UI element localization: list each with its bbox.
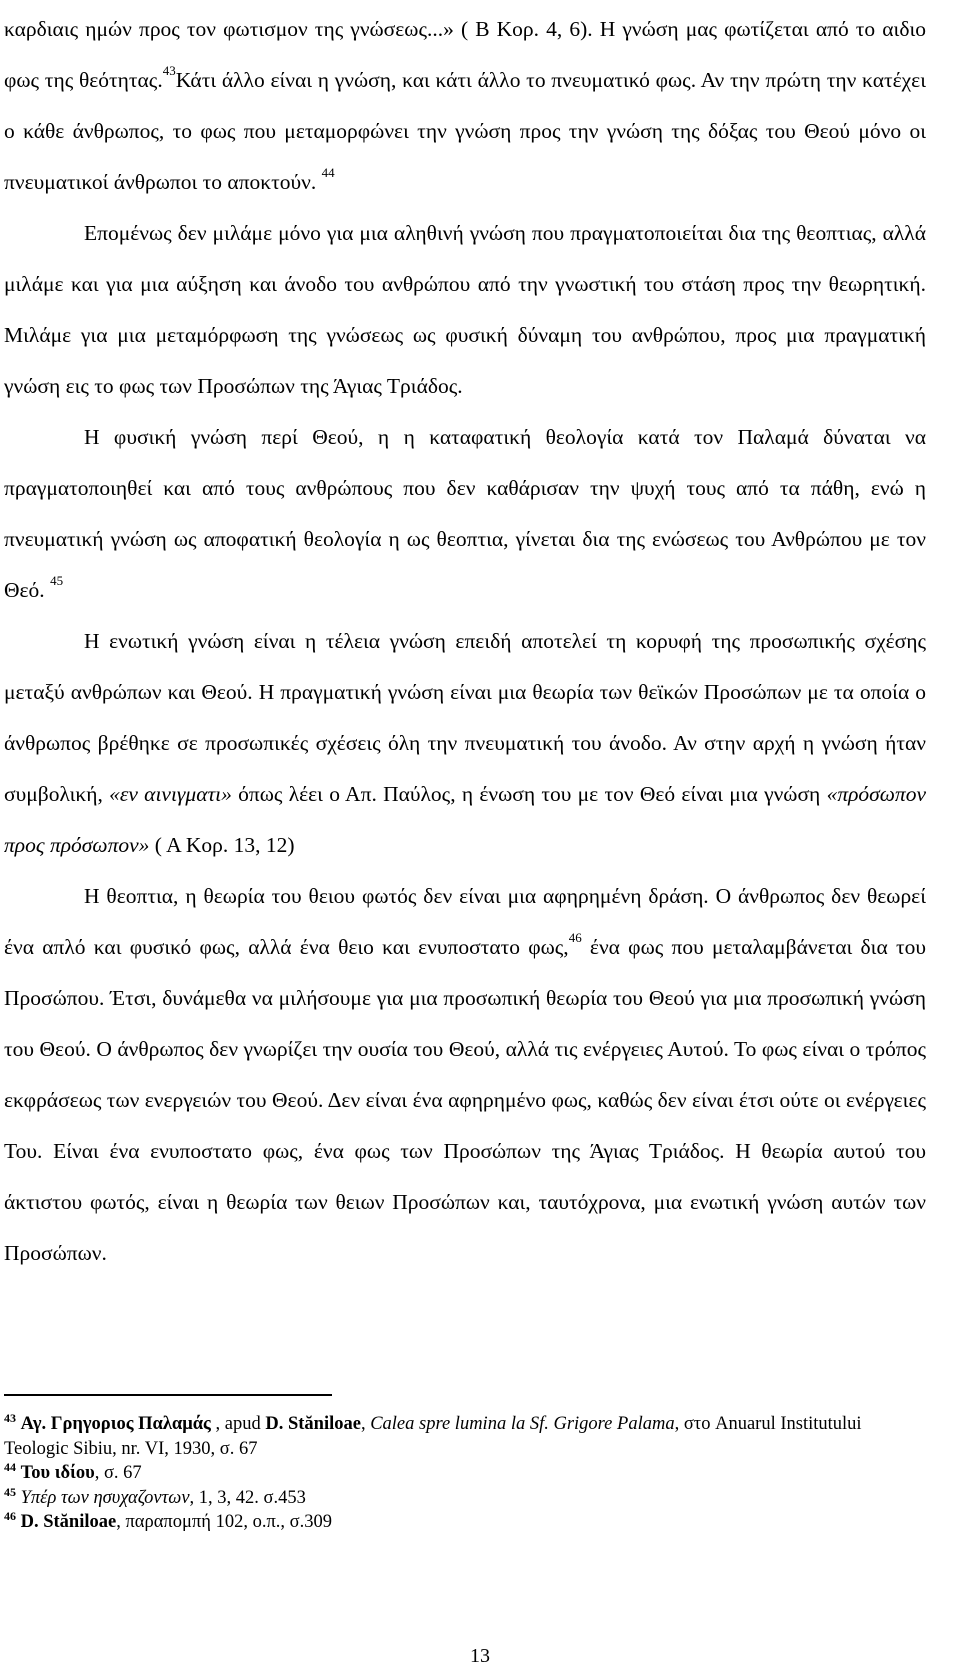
footnote — [4, 1412, 924, 1461]
footnote-number: 45 — [4, 1484, 16, 1499]
footnote-reference: 45 — [50, 573, 64, 588]
text-run: , στο Anuarul Institutului Teologic Sibiu, nr. VI, 1930, σ. 67 — [4, 1414, 862, 1459]
text-run: Η φυσική γνώση περί Θεού, η η καταφατική θεολογία κατά τον Παλαμά δύναται να πραγματοποιηθεί και από τους ανθρώπους που δεν καθάρισαν την ψυχή τους από τα πάθη, ενώ η πνευματική γνώση ως αποφατική θεολογία η ως θεοπτια, γίνεται δια της ενώσεως του Ανθρώπου με τον Θεό. — [4, 425, 926, 602]
footnote — [4, 1461, 924, 1486]
italic-text: Υπέρ των ησυχαζοντων — [20, 1487, 190, 1508]
body-text — [4, 4, 926, 1279]
bold-text: D. Stăniloae — [20, 1512, 117, 1532]
bold-text: D. Stăniloae — [265, 1414, 361, 1434]
paragraph — [4, 4, 926, 208]
text-run: καρδιαις ημών προς τον φωτισμον της γνώσεως...» ( Β Κορ. 4, 6). Η γνώση μας φωτίζεται από το αιδιο φως της θεότητας. — [4, 17, 926, 92]
footnote-number: 44 — [4, 1460, 16, 1474]
text-run: Κάτι άλλο είναι η γνώση, και κάτι άλλο το πνευματικό φως. Αν την πρώτη την κατέχει ο κάθε άνθρωπος, το φως που μεταμορφώνει την γνώση προς την γνώση της δόξας του Θεού μόνο οι πνευματικοί άνθρωποι το αποκτούν. — [4, 68, 926, 194]
text-run: Επομένως δεν μιλάμε μόνο για μια αληθινή γνώση που πραγματοποιείται δια της θεοπτιας, αλλά μιλάμε και για μια αύξηση και άνοδο του ανθρώπου από την γνωστική του στάση προς την θεωρητική. Μιλάμε για μια μεταμόρφωση της γνώσεως ως φυσική δύναμη του ανθρώπου, προς μια πραγματική γνώση εις το φως των Προσώπων της Άγιας Τριάδος. — [4, 221, 926, 398]
text-run: ένα φως που μεταλαμβάνεται δια του Προσώπου. Έτσι, δυνάμεθα να μιλήσουμε για μια προσωπική θεωρία του Θεού για μια προσωπική γνώση του Θεού. Ο άνθρωπος δεν γνωρίζει την ουσία του Θεού, αλλά τις ενέργειες Αυτού. Το φως είναι ο τρόπος εκφράσεως των ενεργειών του Θεού. Δεν είναι ένα αφηρημένο φως, καθώς δεν είναι έτσι ούτε οι ενέργειες Του. Είναι ένα ενυποστατο φως, ένα φως των Προσώπων της Άγιας Τριάδος. Η θεωρία αυτού του άκτιστου φωτός, είναι η θεωρία των θειων Προσώπων και, ταυτόχρονα, μια ενωτική γνώση αυτών των Προσώπων. — [4, 935, 926, 1265]
footnote-separator — [4, 1394, 332, 1396]
footnote-number: 46 — [4, 1509, 16, 1523]
footnote — [4, 1510, 924, 1535]
text-run: Η θεοπτια, η θεωρία του θειου φωτός δεν είναι μια αφηρημένη δράση. Ο άνθρωπος δεν θεωρεί ένα απλό και φυσικό φως, αλλά ένα θειο και ενυποστατο φως, — [4, 884, 926, 959]
text-run: όπως λέει ο Απ. Παύλος, η ένωση του με τον Θεό είναι μια γνώση — [231, 782, 827, 806]
italic-text: «πρόσωπον προς πρόσωπον» — [4, 782, 926, 857]
paragraph — [4, 412, 926, 616]
text-run: Η ενωτική γνώση είναι η τέλεια γνώση επειδή αποτελεί τη κορυφή της προσωπικής σχέσης μεταξύ ανθρώπων και Θεού. Η πραγματική γνώση είναι μια θεωρία των θεϊκών Προσώπων με τα οποία ο άνθρωπος βρέθηκε σε προσωπικές σχέσεις όλη την πνευματική του άνοδο. Αν στην αρχή η γνώση ήταν συμβολική, — [4, 629, 926, 806]
bold-text: Αγ. Γρηγοριος Παλαμάς — [20, 1414, 211, 1434]
text-run: , παραπομπή 102, ο.π., σ.309 — [116, 1512, 333, 1532]
page-number: 13 — [470, 1645, 490, 1667]
text-run: ( Α Κορ. 13, 12) — [149, 833, 295, 857]
text-run: , apud — [210, 1414, 266, 1434]
footnote-reference: 44 — [321, 165, 335, 180]
text-run: , 1, 3, 42. σ.453 — [189, 1487, 306, 1508]
bold-text: Του ιδίου — [20, 1463, 95, 1483]
text-run: , σ. 67 — [94, 1463, 142, 1483]
footnotes — [4, 1412, 924, 1535]
footnote — [4, 1486, 924, 1511]
paragraph — [4, 616, 926, 871]
footnote-reference: 46 — [568, 930, 582, 945]
italic-text: Calea spre lumina la Sf. Grigore Palama — [370, 1414, 675, 1434]
footnote-reference: 43 — [162, 63, 176, 78]
text-run: , — [360, 1414, 371, 1434]
paragraph — [4, 208, 926, 412]
paragraph — [4, 871, 926, 1279]
italic-text: «εν αινιγματι» — [109, 782, 232, 806]
footnote-number: 43 — [4, 1411, 16, 1425]
